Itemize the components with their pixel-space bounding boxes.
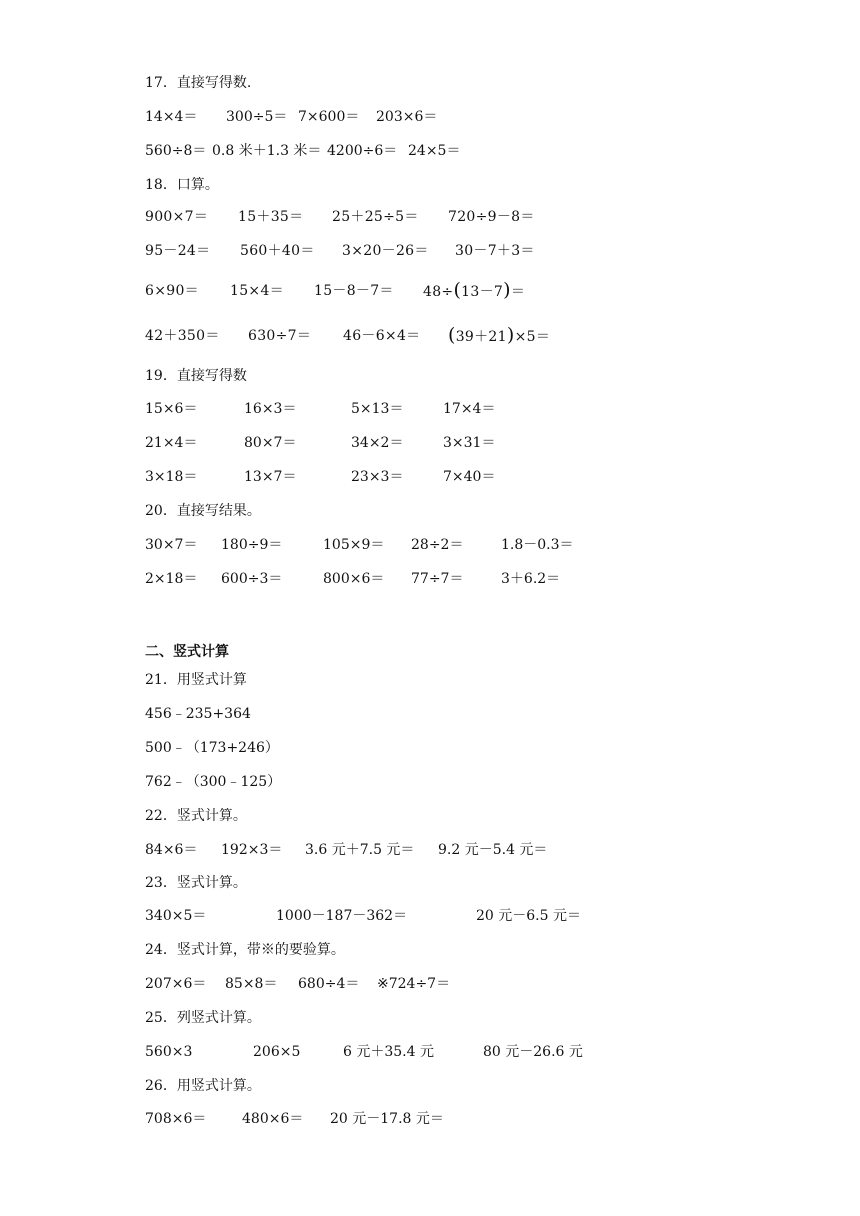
q26-c3: 20 元－17.8 元＝ [330, 1111, 444, 1127]
q20-r2c3: 800×6＝ [323, 571, 385, 587]
q22-c3: 3.6 元＋7.5 元＝ [305, 842, 415, 858]
q18-r3c4 [423, 281, 525, 301]
q20-r1c1: 30×7＝ [145, 537, 198, 553]
q19-r3c2: 13×7＝ [244, 469, 297, 485]
q20-r1c4: 28÷2＝ [411, 537, 464, 553]
q19-r3c1: 3×18＝ [145, 469, 198, 485]
q23-c2: 1000－187－362＝ [276, 908, 408, 924]
q25-title: 25．列竖式计算。 [145, 1010, 261, 1026]
q20-r1c3: 105×9＝ [323, 537, 385, 553]
q17-r2c3: 4200÷6＝ [327, 143, 398, 159]
q18-r4c2: 630÷7＝ [248, 328, 312, 344]
q18-r4c3: 46－6×4＝ [343, 328, 421, 344]
q19-r2c2: 80×7＝ [244, 435, 297, 451]
q24-c3: 680÷4＝ [298, 976, 360, 992]
q19-r1c2: 16×3＝ [244, 401, 297, 417]
q26-title: 26．用竖式计算。 [145, 1078, 261, 1094]
q23-c3: 20 元－6.5 元＝ [476, 908, 581, 924]
q20-r2c5: 3＋6.2＝ [501, 571, 561, 587]
q25-c2: 206×5 [253, 1044, 301, 1060]
q20-r2c4: 77÷7＝ [411, 571, 464, 587]
q26-c1: 708×6＝ [145, 1111, 207, 1127]
q17-r1c2: 300÷5＝ [226, 109, 288, 125]
q24-c4: ※724÷7＝ [377, 976, 451, 992]
q22-title: 22．竖式计算。 [145, 808, 247, 824]
q24-c1: 207×6＝ [145, 976, 207, 992]
q23-title: 23．竖式计算。 [145, 875, 247, 891]
q21-item-3: 762﹣（300﹣125） [145, 774, 282, 790]
q18-r4c4-part-a: 39＋21 [455, 329, 507, 345]
q20-title: 20．直接写结果。 [145, 503, 261, 519]
q17-r1c4: 203×6＝ [376, 109, 438, 125]
q18-r3c2: 15×4＝ [230, 283, 284, 299]
q18-r3c4-part-a: 48÷ [423, 284, 454, 300]
right-paren: ) [503, 279, 511, 301]
q20-r1c5: 1.8－0.3＝ [501, 537, 574, 553]
q22-c4: 9.2 元－5.4 元＝ [438, 842, 548, 858]
q17-r2c2: 0.8 米＋1.3 米＝ [212, 143, 322, 159]
q19-r3c3: 23×3＝ [351, 469, 404, 485]
q18-r4c4-part-b: ×5＝ [514, 329, 551, 345]
left-paren: ( [448, 324, 456, 346]
q17-r1c3: 7×600＝ [298, 109, 360, 125]
q18-r2c2: 560＋40＝ [240, 243, 315, 259]
q26-c2: 480×6＝ [242, 1111, 304, 1127]
q18-r1c3: 25＋25÷5＝ [332, 209, 419, 225]
q19-title: 19．直接写得数 [145, 368, 247, 384]
section-2-title: 二、竖式计算 [145, 644, 229, 660]
q17-r1c1: 14×4＝ [145, 109, 198, 125]
q19-r1c1: 15×6＝ [145, 401, 198, 417]
q19-r2c1: 21×4＝ [145, 435, 198, 451]
q25-c3: 6 元＋35.4 元 [343, 1044, 434, 1060]
q21-title: 21．用竖式计算 [145, 672, 247, 688]
q17-r2c4: 24×5＝ [408, 143, 461, 159]
q24-title: 24．竖式计算，带※的要验算。 [145, 942, 345, 958]
right-paren: ) [506, 324, 515, 346]
q22-c2: 192×3＝ [221, 842, 283, 858]
q25-c4: 80 元－26.6 元 [483, 1044, 583, 1060]
q22-c1: 84×6＝ [145, 842, 198, 858]
q18-r3c4-part-c: ＝ [510, 284, 526, 300]
q20-r2c1: 2×18＝ [145, 571, 198, 587]
q19-r2c3: 34×2＝ [351, 435, 404, 451]
q18-r2c3: 3×20－26＝ [342, 243, 429, 259]
q24-c2: 85×8＝ [225, 976, 278, 992]
q20-r1c2: 180÷9＝ [221, 537, 283, 553]
q18-r3c3: 15－8－7＝ [314, 283, 394, 299]
q17-title: 17．直接写得数. [145, 75, 252, 91]
q20-r2c2: 600÷3＝ [221, 571, 283, 587]
q18-title: 18．口算。 [145, 177, 219, 193]
q18-r4c1: 42＋350＝ [145, 328, 220, 344]
left-paren: ( [453, 279, 462, 301]
q17-r2c1: 560÷8＝ [145, 143, 207, 159]
q21-item-2: 500﹣（173+246） [145, 740, 279, 756]
q21-item-1: 456﹣235+364 [145, 706, 251, 722]
q18-r2c4: 30－7＋3＝ [455, 243, 535, 259]
q19-r1c4: 17×4＝ [443, 401, 496, 417]
q18-r3c1: 6×90＝ [145, 283, 199, 299]
q25-c1: 560×3 [145, 1044, 193, 1060]
q23-c1: 340×5＝ [145, 908, 207, 924]
q19-r3c4: 7×40＝ [443, 469, 496, 485]
q18-r3c4-part-b: 13－7 [461, 284, 504, 300]
q18-r4c4 [448, 326, 550, 346]
q18-r1c4: 720÷9－8＝ [448, 209, 535, 225]
q19-r2c4: 3×31＝ [443, 435, 496, 451]
q18-r2c1: 95－24＝ [145, 243, 211, 259]
q19-r1c3: 5×13＝ [351, 401, 404, 417]
q18-r1c1: 900×7＝ [145, 209, 209, 225]
q18-r1c2: 15＋35＝ [238, 209, 304, 225]
